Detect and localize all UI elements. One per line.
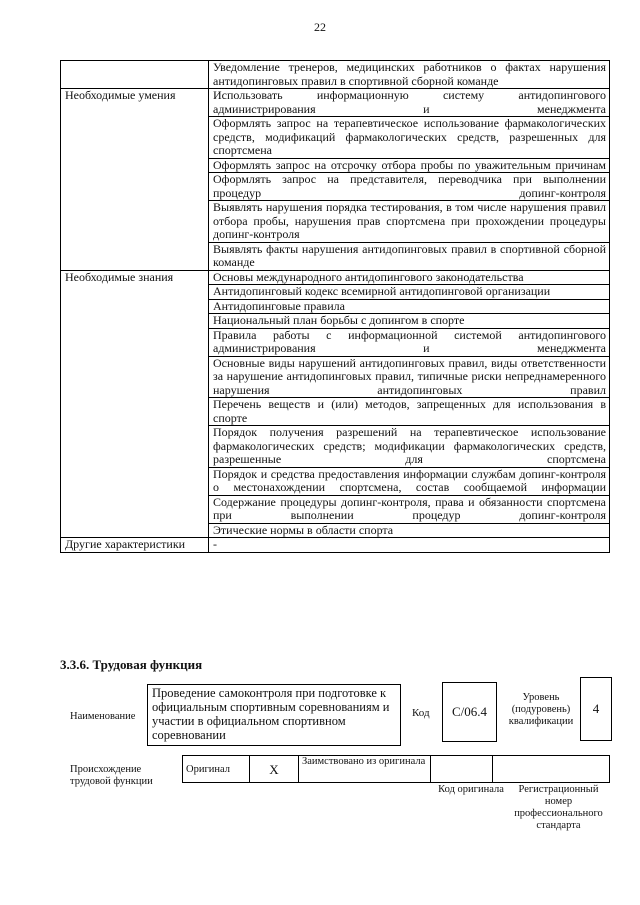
row-label: Необходимые знания bbox=[61, 270, 209, 538]
page-number: 22 bbox=[314, 20, 326, 34]
function-name-box: Проведение самоконтроля при подготовке к официальным спортивным соревнованиям и участии в официальном спортивном соревновании bbox=[147, 684, 401, 746]
level-label: Уровень (подуровень) квалификации bbox=[508, 692, 574, 727]
table-row bbox=[61, 270, 610, 285]
row-item: Основные виды нарушений антидопинговых правил, виды ответственности за нарушение антидопинговых правил, типичные риски непреднамеренного нарушения антидопинговых правил bbox=[209, 356, 610, 398]
original-mark: X bbox=[250, 756, 299, 783]
borrowed-label: Заимствовано из оригинала bbox=[299, 756, 431, 783]
origin-label: Происхождение трудовой функции bbox=[70, 764, 153, 787]
row-item: - bbox=[209, 538, 610, 553]
row-item: Порядок и средства предоставления информации службам допинг-контроля о местонахождении спортсмена, состав сообщаемой информации bbox=[209, 467, 610, 495]
requirements-table bbox=[60, 60, 610, 553]
row-label: Другие характеристики bbox=[61, 538, 209, 553]
original-label: Оригинал bbox=[183, 756, 250, 783]
table-row bbox=[61, 61, 610, 89]
row-item: Использовать информационную систему антидопингового администрирования и менеджмента bbox=[209, 89, 610, 117]
code-value-box: C/06.4 bbox=[442, 682, 497, 742]
code-label: Код bbox=[412, 707, 430, 719]
code-original-caption: Код оригинала bbox=[438, 784, 504, 795]
row-item: Оформлять запрос на представителя, переводчика при выполнении процедур допинг-контроля bbox=[209, 173, 610, 201]
origin-table bbox=[182, 755, 610, 783]
row-item: Содержание процедуры допинг-контроля, права и обязанности спортсмена при выполнении процедур допинг-контроля bbox=[209, 495, 610, 523]
reg-number-caption: Регистрационный номер профессионального стандарта bbox=[514, 784, 603, 831]
row-item: Этические нормы в области спорта bbox=[209, 523, 610, 538]
section-title: 3.3.6. Трудовая функция bbox=[60, 657, 203, 672]
row-item: Антидопинговые правила bbox=[209, 299, 610, 314]
table-row bbox=[61, 89, 610, 117]
row-item: Оформлять запрос на терапевтическое использование фармакологических средств, модификаций фармакологических средств, разрешенных для спортсмена bbox=[209, 117, 610, 159]
original-code-cell bbox=[431, 756, 493, 783]
table-row bbox=[61, 538, 610, 553]
row-item: Оформлять запрос на отсрочку отбора пробы по уважительным причинам bbox=[209, 158, 610, 173]
reg-number-cell bbox=[493, 756, 610, 783]
row-item: Выявлять нарушения порядка тестирования, в том числе нарушения правил отбора пробы, нарушения прав спортсмена при прохождении процедуры допинг-контроля bbox=[209, 201, 610, 243]
row-item: Антидопинговый кодекс всемирной антидопинговой организации bbox=[209, 285, 610, 300]
row-label bbox=[61, 61, 209, 89]
name-label: Наименование bbox=[70, 711, 136, 722]
row-item: Правила работы с информационной системой антидопингового администрирования и менеджмента bbox=[209, 328, 610, 356]
row-item: Порядок получения разрешений на терапевтическое использование фармакологических средств; модификации фармакологических средств, разрешенные для спортсмена bbox=[209, 426, 610, 468]
row-item: Национальный план борьбы с допингом в спорте bbox=[209, 314, 610, 329]
row-item: Перечень веществ и (или) методов, запрещенных для использования в спорте bbox=[209, 398, 610, 426]
row-item: Основы международного антидопингового законодательства bbox=[209, 270, 610, 285]
row-label: Необходимые умения bbox=[61, 89, 209, 271]
row-item: Уведомление тренеров, медицинских работников о фактах нарушения антидопинговых правил в спортивной сборной команде bbox=[209, 61, 610, 89]
level-value-box: 4 bbox=[580, 677, 612, 741]
row-item: Выявлять факты нарушения антидопинговых правил в спортивной сборной команде bbox=[209, 242, 610, 270]
